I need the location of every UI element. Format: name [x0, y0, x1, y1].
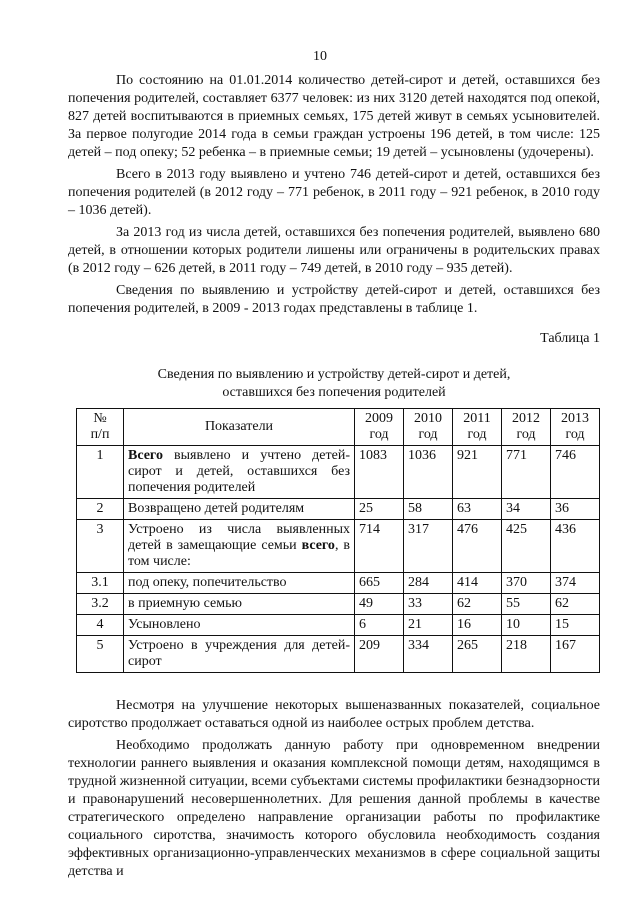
- header-year-unit: год: [467, 427, 487, 442]
- header-year: [551, 409, 600, 446]
- table-row: [77, 573, 600, 594]
- header-indicator: Показатели: [124, 409, 355, 446]
- table-row: [77, 520, 600, 573]
- indicator-text: в приемную семью: [128, 596, 242, 611]
- paragraph: Несмотря на улучшение некоторых вышеназванных показателей, социальное сиротство продолжает оставаться одной из наиболее острых проблем детства.: [68, 698, 600, 731]
- row-value: 15: [551, 615, 600, 636]
- row-indicator: [124, 573, 355, 594]
- header-year: [404, 409, 453, 446]
- table-title: [108, 366, 560, 402]
- table-row: [77, 499, 600, 520]
- row-indicator: [124, 520, 355, 573]
- row-number: 2: [77, 499, 124, 520]
- row-value: 476: [453, 520, 502, 573]
- row-value: 55: [502, 594, 551, 615]
- row-value: 1083: [355, 446, 404, 499]
- header-year-value: 2009: [365, 411, 393, 426]
- indicator-text: Возвращено детей родителям: [128, 501, 305, 516]
- row-value: 167: [551, 636, 600, 673]
- row-value: 317: [404, 520, 453, 573]
- header-number: [77, 409, 124, 446]
- row-value: 58: [404, 499, 453, 520]
- table-title-line: оставшихся без попечения родителей: [222, 385, 446, 400]
- row-value: 1036: [404, 446, 453, 499]
- row-value: 370: [502, 573, 551, 594]
- table-caption: Таблица 1: [540, 331, 600, 346]
- row-value: 265: [453, 636, 502, 673]
- row-value: 746: [551, 446, 600, 499]
- row-value: 436: [551, 520, 600, 573]
- row-indicator: [124, 615, 355, 636]
- paragraph: По состоянию на 01.01.2014 количество детей-сирот и детей, оставшихся без попечения родителей, составляет 6377 человек: из них 3120 детей находятся под опекой, 827 детей воспитываются в приемных семьях, 175 детей живут в семьях усыновителей. За первое полугодие 2014 года в семьи граждан устроены 196 детей, в том числе: 125 детей – под опеку; 52 ребенка – в приемные семьи; 19 детей – усыновлены (удочерены).: [68, 73, 600, 160]
- row-value: 209: [355, 636, 404, 673]
- closing-text: [68, 697, 600, 881]
- indicator-text: Устроено в учреждения для детей-сирот: [128, 638, 350, 669]
- header-number-pp: п/п: [90, 427, 110, 442]
- row-value: 62: [453, 594, 502, 615]
- indicator-text: Усыновлено: [128, 617, 201, 632]
- row-value: 334: [404, 636, 453, 673]
- paragraph: За 2013 год из числа детей, оставшихся без попечения родителей, выявлено 680 детей, в отношении которых родители лишены или ограничены в родительских правах (в 2012 году – 626 детей, в 2011 году – 749 детей, в 2010 году – 935 детей).: [68, 225, 600, 276]
- row-value: 21: [404, 615, 453, 636]
- row-number: 3.2: [77, 594, 124, 615]
- row-indicator: [124, 446, 355, 499]
- header-year: [453, 409, 502, 446]
- indicator-text: Устроено из числа выявленных детей в замещающие семьи: [128, 522, 350, 553]
- header-year: [355, 409, 404, 446]
- row-value: 218: [502, 636, 551, 673]
- row-value: 771: [502, 446, 551, 499]
- row-value: 63: [453, 499, 502, 520]
- page-number: 10: [313, 49, 327, 64]
- header-year: [502, 409, 551, 446]
- header-year-unit: год: [516, 427, 536, 442]
- row-indicator: [124, 594, 355, 615]
- row-number: 5: [77, 636, 124, 673]
- paragraph: Сведения по выявлению и устройству детей-сирот и детей, оставшихся без попечения родителей, в 2009 - 2013 годах представлены в таблице 1.: [68, 283, 600, 316]
- row-value: 62: [551, 594, 600, 615]
- header-year-value: 2012: [512, 411, 540, 426]
- table-row: [77, 636, 600, 673]
- paragraph: Всего в 2013 году выявлено и учтено 746 детей-сирот и детей, оставшихся без попечения родителей (в 2012 году – 771 ребенок, в 2011 году – 921 ребенок, в 2010 году – 1036 детей).: [68, 167, 600, 218]
- document-body: [68, 72, 600, 881]
- header-year-value: 2011: [463, 411, 491, 426]
- table-row: [77, 615, 600, 636]
- header-year-value: 2010: [414, 411, 442, 426]
- row-value: 16: [453, 615, 502, 636]
- row-value: 414: [453, 573, 502, 594]
- header-year-unit: год: [418, 427, 438, 442]
- header-year-unit: год: [565, 427, 585, 442]
- row-value: 10: [502, 615, 551, 636]
- table-row: [77, 594, 600, 615]
- header-number-sign: №: [93, 411, 107, 426]
- row-value: 714: [355, 520, 404, 573]
- row-value: 49: [355, 594, 404, 615]
- row-value: 34: [502, 499, 551, 520]
- row-value: 284: [404, 573, 453, 594]
- indicator-text: , в том числе:: [128, 538, 350, 569]
- table-title-line: Сведения по выявлению и устройству детей-сирот и детей,: [157, 367, 511, 382]
- row-value: 921: [453, 446, 502, 499]
- row-value: 25: [355, 499, 404, 520]
- statistics-table: [76, 408, 600, 673]
- header-year-unit: год: [369, 427, 389, 442]
- table-row: [77, 446, 600, 499]
- indicator-text: выявлено и учтено детей-сирот и детей, оставшихся без попечения родителей: [128, 448, 350, 495]
- table-header-row: [77, 409, 600, 446]
- indicator-emphasis: всего: [301, 538, 335, 553]
- row-indicator: [124, 499, 355, 520]
- indicator-emphasis: Всего: [128, 448, 163, 463]
- row-number: 3: [77, 520, 124, 573]
- row-value: 425: [502, 520, 551, 573]
- row-indicator: [124, 636, 355, 673]
- row-value: 374: [551, 573, 600, 594]
- header-year-value: 2013: [561, 411, 589, 426]
- row-number: 4: [77, 615, 124, 636]
- indicator-text: под опеку, попечительство: [128, 575, 287, 590]
- row-number: 1: [77, 446, 124, 499]
- row-value: 36: [551, 499, 600, 520]
- table-body: [77, 446, 600, 673]
- row-number: 3.1: [77, 573, 124, 594]
- row-value: 665: [355, 573, 404, 594]
- row-value: 6: [355, 615, 404, 636]
- paragraph: Необходимо продолжать данную работу при одновременном внедрении технологии раннего выявления и оказания комплексной помощи детям, находящимся в трудной жизненной ситуации, всеми субъектами системы профилактики безнадзорности и правонарушений несовершеннолетних. Для решения данной проблемы в качестве стратегического определено направление организации работы по профилактике социального сиротства, значимость которого обусловила необходимость создания эффективных организационно-управленческих механизмов в сфере социальной защиты детства и: [68, 738, 600, 879]
- row-value: 33: [404, 594, 453, 615]
